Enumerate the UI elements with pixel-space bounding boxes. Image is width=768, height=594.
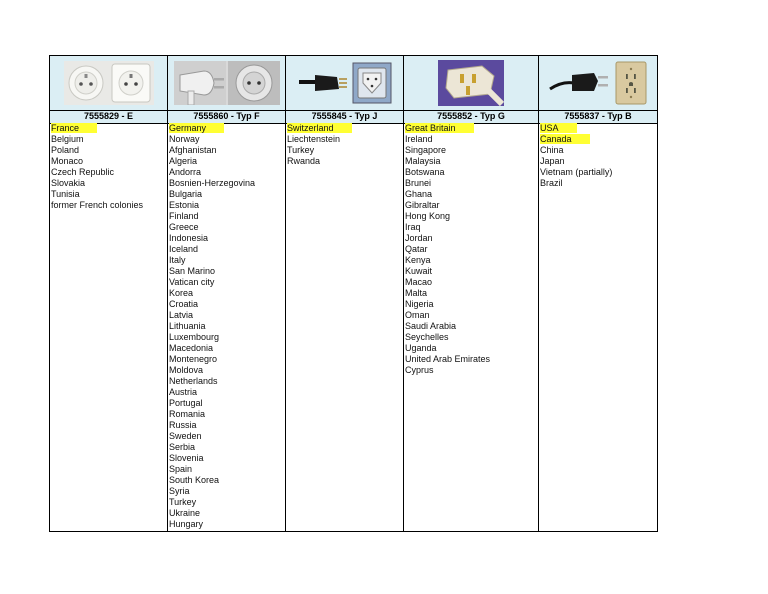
list-item: Iceland <box>169 244 199 254</box>
list-item: Greece <box>169 222 199 232</box>
list-item: Oman <box>405 310 430 320</box>
plug-socket-type-b-image <box>548 61 648 105</box>
image-cell <box>404 56 538 110</box>
list-item <box>286 123 403 134</box>
column-type-f <box>168 56 286 531</box>
list-item: Sweden <box>169 431 202 441</box>
list-item: Netherlands <box>169 376 218 386</box>
list-item: former French colonies <box>51 200 144 210</box>
plug-type-g-image <box>438 60 504 106</box>
list-item: Brazil <box>540 178 563 188</box>
list-item: Turkey <box>287 145 315 155</box>
list-item <box>404 123 538 134</box>
list-item: Liechtenstein <box>287 134 341 144</box>
plug-socket-type-f-image <box>174 61 280 105</box>
image-cell <box>168 56 285 110</box>
list-item: Ghana <box>405 189 433 199</box>
list-item: Algeria <box>169 156 198 166</box>
list-item: Monaco <box>51 156 84 166</box>
column-header: 7555845 - Typ J <box>286 110 403 124</box>
country-list <box>286 123 403 167</box>
list-item: Vietnam (partially) <box>540 167 613 177</box>
list-item: Indonesia <box>169 233 209 243</box>
list-item: Malaysia <box>405 156 441 166</box>
list-item: Seychelles <box>405 332 449 342</box>
list-item: Luxembourg <box>169 332 220 342</box>
list-item: Nigeria <box>405 299 434 309</box>
highlighted-country: Switzerland <box>287 123 352 133</box>
list-item: Korea <box>169 288 194 298</box>
list-item: Malta <box>405 288 428 298</box>
list-item: Macao <box>405 277 433 287</box>
list-item: Vatican city <box>169 277 215 287</box>
list-item <box>50 123 167 134</box>
list-item: Russia <box>169 420 197 430</box>
highlighted-country: Germany <box>169 123 224 133</box>
list-item <box>539 123 657 134</box>
list-item: Kenya <box>405 255 431 265</box>
list-item: Estonia <box>169 200 200 210</box>
highlighted-country: Great Britain <box>405 123 474 133</box>
list-item: Bosnien-Herzegovina <box>169 178 256 188</box>
column-header: 7555829 - E <box>50 110 167 124</box>
column-header: 7555860 - Typ F <box>168 110 285 124</box>
list-item: Montenegro <box>169 354 218 364</box>
plug-socket-type-j-image <box>297 61 393 105</box>
column-type-g <box>404 56 539 531</box>
list-item <box>539 134 657 145</box>
list-item: Poland <box>51 145 80 155</box>
list-item: Belgium <box>51 134 84 144</box>
list-item: Romania <box>169 409 206 419</box>
country-list <box>404 123 538 376</box>
country-list <box>539 123 657 189</box>
list-item: Tunisia <box>51 189 80 199</box>
list-item: Croatia <box>169 299 199 309</box>
list-item: Hungary <box>169 519 204 529</box>
list-item: China <box>540 145 564 155</box>
list-item: Brunei <box>405 178 432 188</box>
list-item: Afghanistan <box>169 145 217 155</box>
list-item: Ukraine <box>169 508 201 518</box>
image-cell <box>539 56 657 110</box>
list-item: Hong Kong <box>405 211 451 221</box>
plug-type-table <box>49 55 658 532</box>
list-item: South Korea <box>169 475 220 485</box>
column-type-e <box>50 56 168 531</box>
list-item: Uganda <box>405 343 437 353</box>
list-item: Rwanda <box>287 156 321 166</box>
list-item: Andorra <box>169 167 202 177</box>
column-type-j <box>286 56 404 531</box>
list-item: Finland <box>169 211 199 221</box>
list-item: Gibraltar <box>405 200 440 210</box>
list-item: Moldova <box>169 365 204 375</box>
list-item: Macedonia <box>169 343 214 353</box>
list-item <box>168 123 285 134</box>
list-item: Lithuania <box>169 321 206 331</box>
country-list <box>168 123 285 530</box>
list-item: Italy <box>169 255 186 265</box>
image-cell <box>50 56 167 110</box>
list-item: Syria <box>169 486 190 496</box>
list-item: Qatar <box>405 244 428 254</box>
list-item: Latvia <box>169 310 194 320</box>
list-item: Czech Republic <box>51 167 115 177</box>
list-item: Cyprus <box>405 365 434 375</box>
list-item: Serbia <box>169 442 196 452</box>
list-item: Japan <box>540 156 565 166</box>
country-list <box>50 123 167 211</box>
list-item: Jordan <box>405 233 433 243</box>
list-item: Botswana <box>405 167 445 177</box>
list-item: Singapore <box>405 145 447 155</box>
image-cell <box>286 56 403 110</box>
list-item: Portugal <box>169 398 203 408</box>
highlighted-country: France <box>51 123 97 133</box>
highlighted-country: USA <box>540 123 577 133</box>
list-item: Turkey <box>169 497 197 507</box>
column-type-b <box>539 56 657 531</box>
list-item: Ireland <box>405 134 433 144</box>
column-header: 7555837 - Typ B <box>539 110 657 124</box>
list-item: United Arab Emirates <box>405 354 491 364</box>
list-item: Austria <box>169 387 198 397</box>
socket-type-e-image <box>64 61 154 105</box>
list-item: Slovakia <box>51 178 86 188</box>
list-item: Kuwait <box>405 266 433 276</box>
highlighted-country: Canada <box>540 134 590 144</box>
list-item: Norway <box>169 134 200 144</box>
list-item: Bulgaria <box>169 189 203 199</box>
list-item: Saudi Arabia <box>405 321 457 331</box>
list-item: Iraq <box>405 222 421 232</box>
list-item: San Marino <box>169 266 216 276</box>
column-header: 7555852 - Typ G <box>404 110 538 124</box>
list-item: Slovenia <box>169 453 204 463</box>
list-item: Spain <box>169 464 193 474</box>
